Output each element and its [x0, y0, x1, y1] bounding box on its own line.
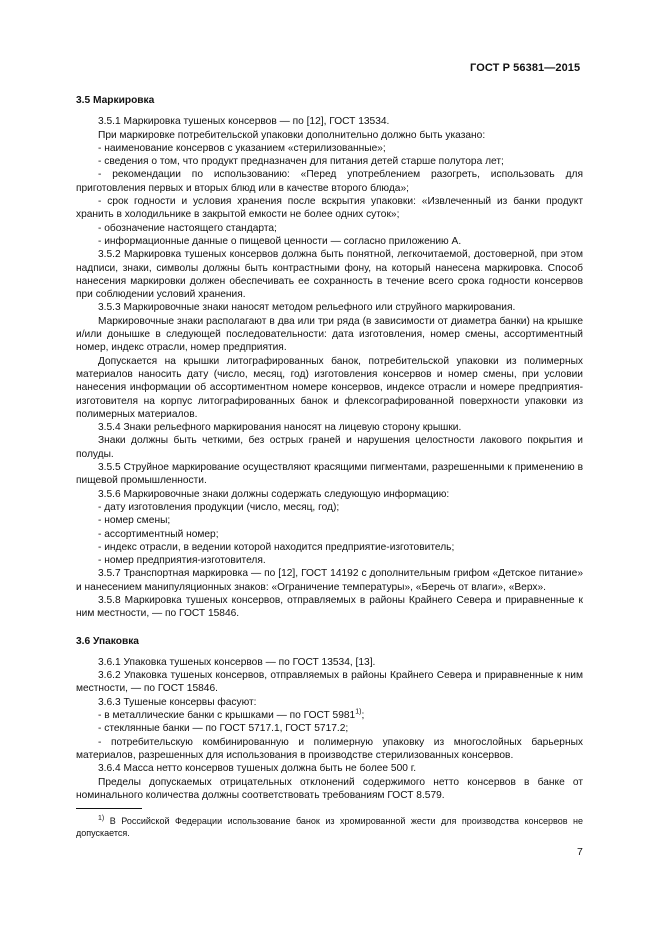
list-item: - рекомендации по использованию: «Перед употреблением разогреть, использовать для приготовления первых и вторых блюд или в качестве второго блюда»;	[76, 169, 583, 194]
paragraph: Пределы допускаемых отрицательных отклонений содержимого нетто консервов в банке от номинального количества должны соответствовать требованиям ГОСТ 8.579.	[76, 776, 583, 801]
list-item: - ассортиментный номер;	[98, 528, 219, 540]
paragraph: 3.6.1 Упаковка тушеных консервов — по ГОСТ 13534, [13].	[98, 656, 376, 668]
footnote	[76, 815, 583, 840]
paragraph: Знаки должны быть четкими, без острых граней и нарушения целостности лакового покрытия и полуды.	[76, 435, 583, 460]
list-item: - потребительскую комбинированную и полимерную упаковку из многослойных барьерных материалов, разрешенных для использования в производстве стерилизованных консервов.	[76, 736, 583, 761]
paragraph: 3.5.5 Струйное маркирование осуществляют красящими пигментами, разрешенными к применению в пищевой промышленности.	[76, 462, 583, 487]
section-heading-packaging: 3.6 Упаковка	[76, 635, 139, 647]
list-item: - информационные данные о пищевой ценности — согласно приложению А.	[98, 235, 462, 247]
paragraph: 3.5.1 Маркировка тушеных консервов — по [12], ГОСТ 13534.	[98, 116, 390, 128]
footnote-text: В Российской Федерации использование банок из хромированной жести для производства консервов не допускается.	[76, 816, 583, 839]
page-number: 7	[577, 846, 583, 858]
paragraph: 3.6.4 Масса нетто консервов тушеных должна быть не более 500 г.	[98, 763, 417, 775]
footnote-ref[interactable]: 1)	[355, 708, 362, 716]
paragraph: 3.5.7 Транспортная маркировка — по [12], ГОСТ 14192 с дополнительным грифом «Детское питание» и нанесением манипуляционных знаков: «Ограничение температуры», «Беречь от влаги», «Верх».	[76, 568, 583, 593]
paragraph: 3.5.6 Маркировочные знаки должны содержать следующую информацию:	[98, 488, 450, 500]
paragraph: 3.5.8 Маркировка тушеных консервов, отправляемых в районы Крайнего Севера и приравненные к ним местности, — по ГОСТ 15846.	[76, 594, 583, 620]
list-item: - обозначение настоящего стандарта;	[98, 222, 277, 234]
footnote-divider	[76, 808, 142, 809]
paragraph: 3.5.2 Маркировка тушеных консервов должна быть понятной, легкочитаемой, достоверной, при этом надписи, знаки, символы должны быть контрастными фону, на который нанесена маркировка. Способ нанесения маркировки должен обеспечивать ее сохранность в течение всего срока годности консервов при соблюдении условий хранения.	[76, 249, 583, 301]
paragraph: 3.5.4 Знаки рельефного маркирования наносят на лицевую сторону крышки.	[98, 422, 462, 434]
list-item: - сведения о том, что продукт предназначен для питания детей старше полутора лет;	[98, 156, 504, 168]
document-id: ГОСТ Р 56381—2015	[470, 62, 581, 74]
page-body	[76, 94, 583, 802]
section-heading-marking: 3.5 Маркировка	[76, 95, 155, 106]
list-item: - срок годности и условия хранения после вскрытия упаковки: «Извлеченный из банки продукт хранить в холодильнике в закрытой емкости не более одних суток»;	[76, 196, 583, 221]
list-item: - дату изготовления продукции (число, месяц, год);	[98, 501, 340, 513]
list-item: - стеклянные банки — по ГОСТ 5717.1, ГОСТ 5717.2;	[98, 723, 349, 735]
footnote-marker: 1)	[98, 815, 105, 822]
paragraph: Маркировочные знаки располагают в два или три ряда (в зависимости от диаметра банки) на крышке и/или донышке в следующей последовательности: дата изготовления, номер смены, ассортиментный номер, индекс отрасли, номер предприятия.	[76, 315, 583, 354]
list-item: - индекс отрасли, в ведении которой находится предприятие-изготовитель;	[98, 541, 455, 553]
list-item: - номер смены;	[98, 515, 171, 527]
paragraph: Допускается на крышки литографированных банок, потребительской упаковки из полимерных материалов наносить дату (число, месяц, год) изготовления консервов и номер смены, при условии нанесения информации об ассортиментном номере консервов, индексе отрасли и номере предприятия-изготовителя на корпус литографированных банок и флексографированной поверхности упаковки из полимерных материалов.	[76, 355, 583, 420]
list-item	[76, 709, 583, 722]
list-item-text: - в металлические банки с крышками — по ГОСТ 5981	[98, 710, 356, 722]
list-item: - номер предприятия-изготовителя.	[98, 555, 266, 567]
paragraph: 3.6.2 Упаковка тушеных консервов, отправляемых в районы Крайнего Севера и приравненные к ним местности, — по ГОСТ 15846.	[76, 670, 583, 695]
list-item-punct: ;	[361, 710, 365, 722]
paragraph: 3.5.3 Маркировочные знаки наносят методом рельефного или струйного маркирования.	[98, 302, 516, 314]
paragraph: 3.6.3 Тушеные консервы фасуют:	[98, 696, 257, 708]
paragraph: При маркировке потребительской упаковки дополнительно должно быть указано:	[98, 129, 486, 141]
list-item: - наименование консервов с указанием «стерилизованные»;	[98, 142, 386, 154]
